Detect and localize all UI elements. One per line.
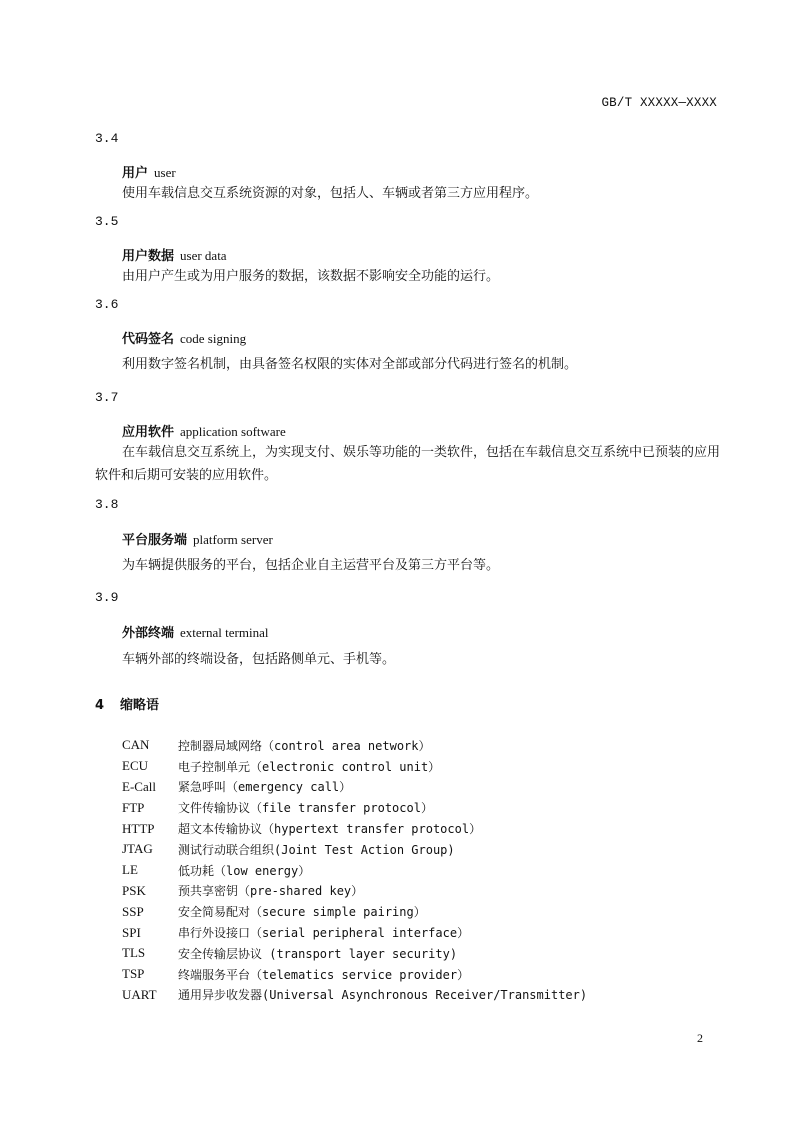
- abbreviation-row: [122, 777, 587, 798]
- abbreviation-row: [122, 901, 587, 922]
- abbreviation-row: [122, 735, 587, 756]
- term-en: application software: [180, 424, 286, 439]
- term-definition: 车辆外部的终端设备，包括路侧单元、手机等。: [122, 652, 396, 667]
- abbreviation-row: [122, 797, 587, 818]
- abbreviation-row: [122, 839, 587, 860]
- term-heading: [122, 328, 246, 347]
- abbreviation-code: E-Call: [122, 778, 156, 794]
- abbreviation-desc: 串行外设接口（serial peripheral interface）: [178, 926, 470, 941]
- abbreviation-code: TLS: [122, 945, 146, 961]
- term-en: user data: [180, 248, 227, 263]
- abbreviation-code: FTP: [122, 799, 145, 815]
- clause-number: 3.7: [95, 390, 119, 405]
- term-zh: 外部终端: [122, 626, 175, 641]
- abbreviation-code: JTAG: [122, 841, 153, 857]
- term-en: code signing: [180, 331, 247, 346]
- term-definition: 利用数字签名机制，由具备签名权限的实体对全部或部分代码进行签名的机制。: [122, 357, 578, 372]
- abbreviation-desc: 低功耗（low energy）: [178, 863, 311, 878]
- abbreviation-code: ECU: [122, 758, 148, 774]
- abbreviation-row: [122, 964, 587, 985]
- term-heading: [122, 162, 176, 181]
- abbreviation-desc: 通用异步收发器(Universal Asynchronous Receiver/Transmitter): [178, 988, 588, 1003]
- abbreviation-desc: 文件传输协议（file transfer protocol）: [178, 801, 433, 816]
- term-definition: 由用户产生或为用户服务的数据，该数据不影响安全功能的运行。: [122, 269, 500, 284]
- clause-number: 3.9: [95, 590, 119, 605]
- term-definition: 在车载信息交互系统上，为实现支付、娱乐等功能的一类软件，包括在车载信息交互系统中已预装的应用软件和后期可安装的应用软件。: [95, 445, 721, 483]
- section-heading: [95, 694, 159, 713]
- abbreviation-row: [122, 922, 587, 943]
- abbreviation-code: SSP: [122, 903, 144, 919]
- clause-number: 3.4: [95, 131, 119, 146]
- term-heading: [122, 245, 227, 264]
- abbreviation-code: CAN: [122, 737, 150, 753]
- term-heading: [122, 421, 286, 440]
- document-header-id: GB/T XXXXX—XXXX: [601, 96, 717, 110]
- abbreviation-desc: 安全传输层协议 (transport layer security): [178, 946, 458, 961]
- abbreviation-code: TSP: [122, 966, 145, 982]
- abbreviation-code: PSK: [122, 882, 146, 898]
- abbreviation-desc: 紧急呼叫（emergency call）: [178, 780, 352, 795]
- term-definition: 使用车载信息交互系统资源的对象，包括人、车辆或者第三方应用程序。: [122, 186, 539, 201]
- term-zh: 用户数据: [122, 249, 175, 264]
- abbreviation-row: [122, 818, 587, 839]
- term-zh: 代码签名: [122, 332, 175, 347]
- term-definition: 为车辆提供服务的平台，包括企业自主运营平台及第三方平台等。: [122, 558, 500, 573]
- section-title: 缩略语: [120, 698, 160, 713]
- term-en: platform server: [193, 532, 273, 547]
- abbreviation-code: LE: [122, 862, 138, 878]
- term-heading: [122, 529, 273, 548]
- term-en: user: [154, 165, 176, 180]
- abbreviation-desc: 电子控制单元（electronic control unit）: [178, 759, 441, 774]
- abbreviation-code: SPI: [122, 924, 141, 940]
- term-zh: 平台服务端: [122, 533, 188, 548]
- abbreviation-row: [122, 943, 587, 964]
- clause-number: 3.6: [95, 297, 119, 312]
- abbreviation-desc: 控制器局域网络（control area network）: [178, 738, 431, 753]
- abbreviation-list: [122, 735, 587, 1005]
- abbreviation-row: [122, 756, 587, 777]
- abbreviation-desc: 超文本传输协议（hypertext transfer protocol）: [178, 822, 482, 837]
- abbreviation-code: UART: [122, 986, 157, 1002]
- abbreviation-desc: 安全简易配对（secure simple pairing）: [178, 905, 426, 920]
- abbreviation-desc: 终端服务平台（telematics service provider）: [178, 967, 470, 982]
- abbreviation-row: [122, 860, 587, 881]
- term-zh: 用户: [122, 166, 149, 181]
- clause-number: 3.5: [95, 214, 119, 229]
- abbreviation-row: [122, 881, 587, 902]
- abbreviation-desc: 测试行动联合组织(Joint Test Action Group): [178, 842, 455, 857]
- term-en: external terminal: [180, 625, 269, 640]
- abbreviation-desc: 预共享密钥（pre-shared key）: [178, 884, 364, 899]
- section-number: 4: [95, 698, 105, 713]
- clause-number: 3.8: [95, 497, 119, 512]
- page-number: 2: [697, 1031, 703, 1045]
- abbreviation-row: [122, 985, 587, 1006]
- term-zh: 应用软件: [122, 425, 175, 440]
- term-heading: [122, 622, 268, 641]
- abbreviation-code: HTTP: [122, 820, 155, 836]
